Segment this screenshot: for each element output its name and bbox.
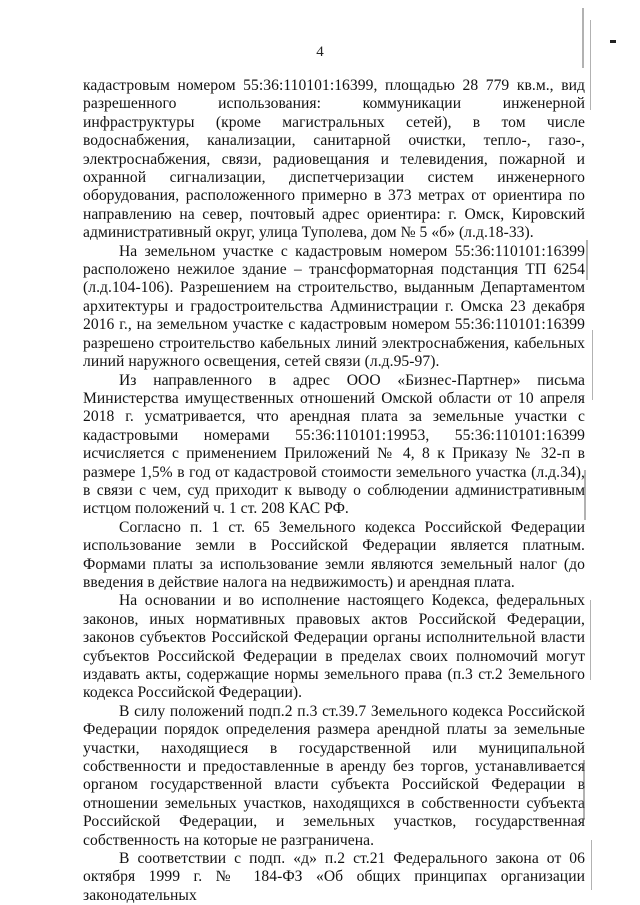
paragraph-4: Согласно п. 1 ст. 65 Земельного кодекса Российской Федерации использование земли в Российской Федерации является платным. Формами платы за использование земли являются земельный налог (до введения в действие налога на недвижимость) и арендная плата. <box>83 518 585 591</box>
page-number: 4 <box>316 44 324 60</box>
paragraph-1: кадастровым номером 55:36:110101:16399, площадью 28 779 кв.м., вид разрешенного использования: коммуникации инженерной инфраструктуры (кроме магистральных сетей), в том числе водоснабжения, канализации, санитарной очистки, тепло-, газо-, электроснабжения, связи, радиовещания и телевидения, пожарной и охранной сигнализации, диспетчеризации систем инженерного оборудования, расположенного примерно в 373 метрах от ориентира по направлению на север, почтовый адрес ориентира: г. Омск, Кировский административный округ, улица Туполева, дом № 5 «б» (л.д.18-33). <box>83 77 585 242</box>
paragraph-6: В силу положений подп.2 п.3 ст.39.7 Земельного кодекса Российской Федерации порядок определения размера арендной платы за земельные участки, находящиеся в государственной или муниципальной собственности и предоставленные в аренду без торгов, устанавливается органом государственной власти субъекта Российской Федерации в отношении земельных участков, находящихся в собственности субъекта Российской Федерации, и земельных участков, государственная собственность на которые не разграничена. <box>83 702 585 849</box>
scan-edge-artifact <box>578 0 604 905</box>
paragraph-3: Из направленного в адрес ООО «Бизнес-Партнер» письма Министерства имущественных отношений Омской области от 10 апреля 2018 г. усматривается, что арендная плата за земельные участки с кадастровыми номерами 55:36:110101:19953, 55:36:110101:16399 исчисляется с применением Приложений № 4, 8 к Приказу № 32-п в размере 1,5% в год от кадастровой стоимости земельного участка (л.д.34), в связи с чем, суд приходит к выводу о соблюдении административным истцом положений ч. 1 ст. 208 КАС РФ. <box>83 371 585 518</box>
document-body <box>83 77 585 905</box>
paragraph-5: На основании и во исполнение настоящего Кодекса, федеральных законов, иных нормативных правовых актов Российской Федерации, законов субъектов Российской Федерации органы исполнительной власти субъектов Российской Федерации в пределах своих полномочий могут издавать акты, содержащие нормы земельного права (п.3 ст.2 Земельного кодекса Российской Федерации). <box>83 592 585 702</box>
paragraph-7: В соответствии с подп. «д» п.2 ст.21 Федерального закона от 06 октября 1999 г. № 184-ФЗ «Об общих принципах организации законодательных <box>83 850 585 904</box>
scan-mark <box>610 40 616 43</box>
paragraph-2: На земельном участке с кадастровым номером 55:36:110101:16399 расположено нежилое здание – трансформаторная подстанция ТП 6254 (л.д.104-106). Разрешением на строительство, выданным Департаментом архитектуры и градостроительства Администрации г. Омска 23 декабря 2016 г., на земельном участке с кадастровым номером 55:36:110101:16399 разрешено строительство кабельных линий электроснабжения, кабельных линий наружного освещения, сетей связи (л.д.95-97). <box>83 242 585 371</box>
